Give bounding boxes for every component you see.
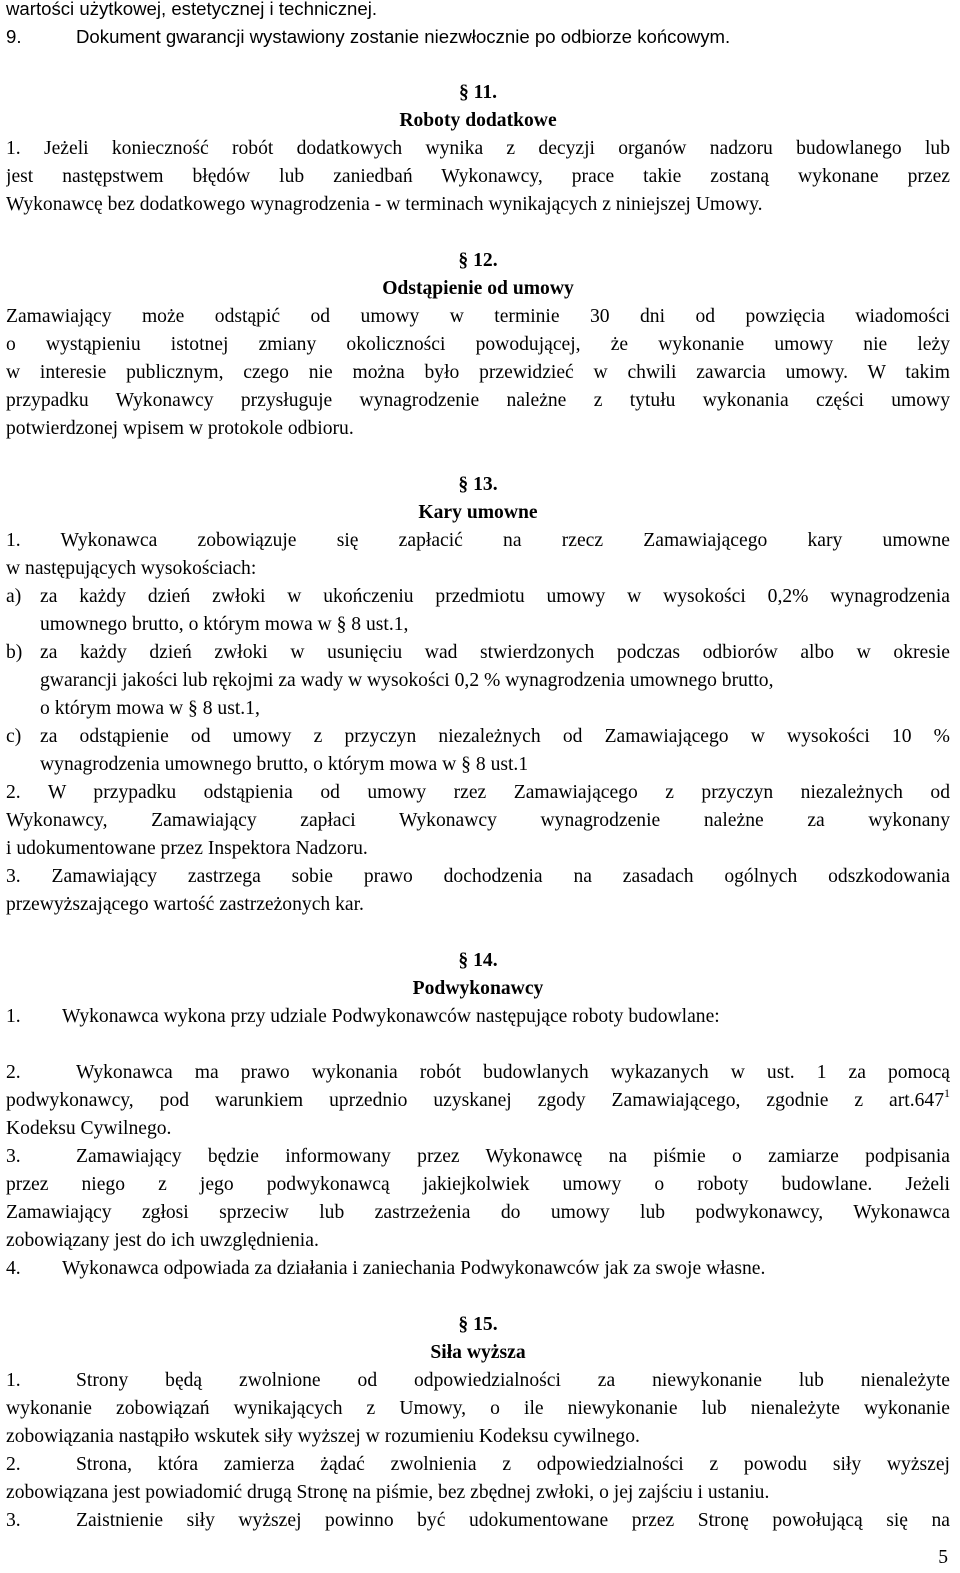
list-marker: c) [6, 726, 22, 747]
paragraph-line: przez niego z jego podwykonawcą jakiejkolwiek umowy o roboty budowlane. Jeżeli [6, 1174, 950, 1195]
paragraph-text: Wykonawca wykona przy udziale Podwykonawców następujące roboty budowlane: [62, 1006, 720, 1027]
section-number: § 12. [458, 250, 498, 271]
section-number: § 14. [458, 950, 498, 971]
section-number: § 15. [458, 1314, 498, 1335]
list-item [6, 583, 950, 611]
paragraph-text: podwykonawcy, pod warunkiem uprzednio uzyskanej zgody Zamawiającego, zgodnie z art.647 [6, 1090, 944, 1111]
paragraph-line: jest następstwem błędów lub zaniedbań Wykonawcy, prace takie zostaną wykonane przez [6, 166, 950, 187]
paragraph-text: Zaistnienie siły wyższej powinno być udokumentowane przez Stronę powołującą się na [76, 1510, 950, 1531]
list-marker: 2. [6, 1454, 21, 1475]
paragraph-line: w następujących wysokościach: [6, 558, 257, 579]
paragraph-line: i udokumentowane przez Inspektora Nadzoru. [6, 838, 368, 859]
numbered-paragraph [6, 1059, 950, 1087]
list-item-continuation: o którym mowa w § 8 ust.1, [40, 698, 260, 719]
paragraph-line: zobowiązany jest do ich uwzględnienia. [6, 1230, 319, 1251]
numbered-paragraph [6, 1003, 950, 1031]
document-page [6, 0, 950, 1535]
paragraph-line: 3. Zamawiający zastrzega sobie prawo dochodzenia na zasadach ogólnych odszkodowania [6, 866, 950, 887]
list-marker: 1. [6, 1006, 21, 1027]
list-marker: a) [6, 586, 22, 607]
numbered-paragraph [6, 1451, 950, 1479]
paragraph-line: wartości użytkowej, estetycznej i technicznej. [6, 0, 377, 19]
list-item-text: za każdy dzień zwłoki w ukończeniu przedmiotu umowy w wysokości 0,2% wynagrodzenia [40, 586, 950, 607]
paragraph-line: Zamawiający zgłosi sprzeciw lub zastrzeżenia do umowy lub podwykonawcy, Wykonawca [6, 1202, 950, 1223]
paragraph-line: przypadku Wykonawcy przysługuje wynagrodzenie należne z tytułu wykonania części umowy [6, 390, 950, 411]
paragraph-text: Dokument gwarancji wystawiony zostanie niezwłocznie po odbiorze końcowym. [76, 26, 731, 47]
section-title: Kary umowne [418, 502, 538, 523]
paragraph-line [6, 23, 950, 51]
paragraph-line: 1. Wykonawca zobowiązuje się zapłacić na rzecz Zamawiającego kary umowne [6, 530, 950, 551]
list-marker: b) [6, 642, 23, 663]
paragraph-line: zobowiązania nastąpiło wskutek siły wyższej w rozumieniu Kodeksu cywilnego. [6, 1426, 640, 1447]
paragraph-line: potwierdzonej wpisem w protokole odbioru. [6, 418, 354, 439]
paragraph-text: Strona, która zamierza żądać zwolnienia z odpowiedzialności z powodu siły wyższej [76, 1454, 950, 1475]
paragraph-line: Zamawiający może odstąpić od umowy w terminie 30 dni od powzięcia wiadomości [6, 306, 950, 327]
section-number: § 13. [458, 474, 498, 495]
paragraph-line: przewyższającego wartość zastrzeżonych kar. [6, 894, 364, 915]
list-item-continuation: gwarancji jakości lub rękojmi za wady w wysokości 0,2 % wynagrodzenia umownego brutto, [40, 670, 774, 691]
paragraph-line: wykonanie zobowiązań wynikających z Umowy, o ile niewykonanie lub nienależyte wykonanie [6, 1398, 950, 1419]
list-marker: 4. [6, 1258, 21, 1279]
paragraph-line: 2. W przypadku odstąpienia od umowy rzez Zamawiającego z przyczyn niezależnych od [6, 782, 950, 803]
paragraph-line: Kodeksu Cywilnego. [6, 1118, 172, 1139]
list-marker: 1. [6, 1370, 21, 1391]
paragraph-text: Strony będą zwolnione od odpowiedzialności za niewykonanie lub nienależyte [76, 1370, 950, 1391]
list-item-text: za każdy dzień zwłoki w usunięciu wad stwierdzonych podczas odbiorów albo w okresie [40, 642, 950, 663]
list-marker: 9. [6, 26, 22, 47]
page-number: 5 [938, 1547, 948, 1568]
list-marker: 3. [6, 1146, 21, 1167]
paragraph-line: Wykonawcę bez dodatkowego wynagrodzenia - w terminach wynikających z niniejszej Umowy. [6, 194, 763, 215]
paragraph-line [6, 1087, 950, 1115]
numbered-paragraph [6, 1507, 950, 1535]
numbered-paragraph [6, 1255, 950, 1283]
list-marker: 3. [6, 1510, 21, 1531]
list-item-continuation: wynagrodzenia umownego brutto, o którym mowa w § 8 ust.1 [40, 754, 529, 775]
superscript: 1 [944, 1087, 950, 1100]
section-title: Podwykonawcy [412, 978, 544, 999]
section-number: § 11. [458, 82, 498, 103]
numbered-paragraph [6, 1367, 950, 1395]
section-title: Roboty dodatkowe [399, 110, 557, 131]
paragraph-text: Wykonawca odpowiada za działania i zaniechania Podwykonawców jak za swoje własne. [62, 1258, 766, 1279]
paragraph-line: w interesie publicznym, czego nie można było przewidzieć w chwili zawarcia umowy. W takim [6, 362, 950, 383]
list-item [6, 723, 950, 751]
paragraph-text: Zamawiający będzie informowany przez Wykonawcę na piśmie o zamiarze podpisania [76, 1146, 950, 1167]
paragraph-line: 1. Jeżeli konieczność robót dodatkowych wynika z decyzji organów nadzoru budowlanego lub [6, 138, 950, 159]
paragraph-text: Wykonawca ma prawo wykonania robót budowlanych wykazanych w ust. 1 za pomocą [76, 1062, 950, 1083]
list-item-continuation: umownego brutto, o którym mowa w § 8 ust.1, [40, 614, 409, 635]
list-item [6, 639, 950, 667]
paragraph-line: zobowiązana jest powiadomić drugą Stronę na piśmie, bez zbędnej zwłoki, o jej zajściu i ustaniu. [6, 1482, 770, 1503]
numbered-paragraph [6, 1143, 950, 1171]
section-title: Odstąpienie od umowy [382, 278, 574, 299]
paragraph-line: o wystąpieniu istotnej zmiany okoliczności powodującej, że wykonanie umowy nie leży [6, 334, 950, 355]
paragraph-line: Wykonawcy, Zamawiający zapłaci Wykonawcy wynagrodzenie należne za wykonany [6, 810, 950, 831]
list-marker: 2. [6, 1062, 21, 1083]
section-title: Siła wyższa [430, 1342, 526, 1363]
list-item-text: za odstąpienie od umowy z przyczyn niezależnych od Zamawiającego w wysokości 10 % [40, 726, 950, 747]
